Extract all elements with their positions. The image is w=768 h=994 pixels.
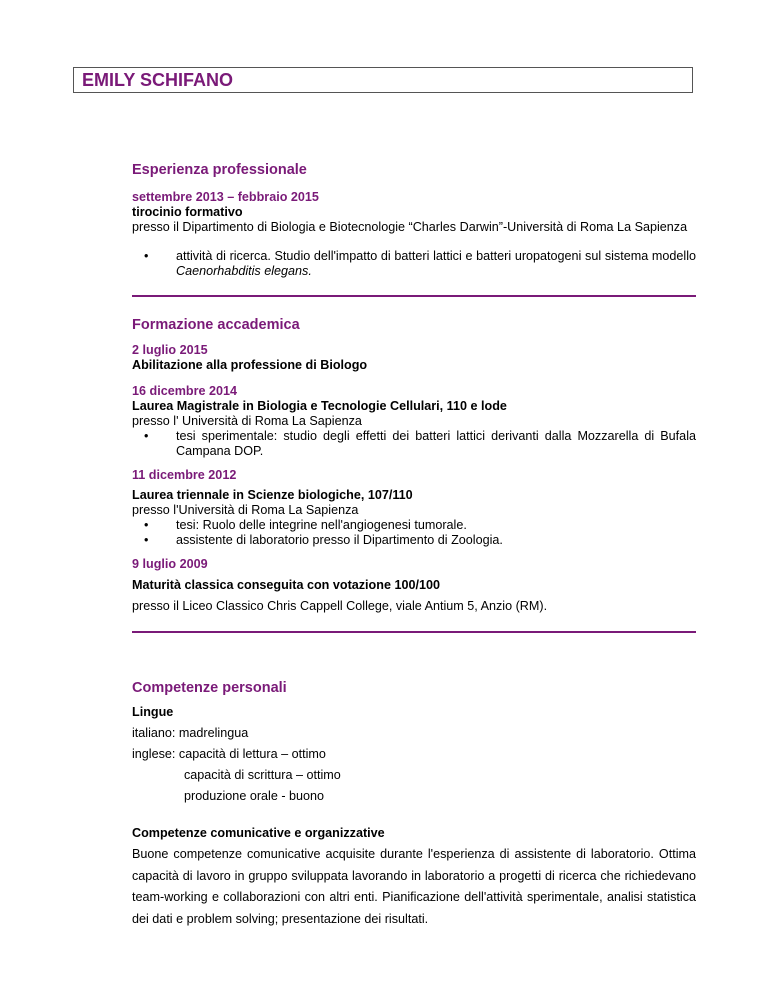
cv-content xyxy=(132,163,696,930)
education-title: Laurea triennale in Scienze biologiche, 107/110 xyxy=(132,488,413,502)
languages-heading: Lingue xyxy=(132,705,174,719)
education-date: 9 luglio 2009 xyxy=(132,557,208,571)
candidate-name: EMILY SCHIFANO xyxy=(82,70,234,90)
language-english-reading: inglese: capacità di lettura – ottimo xyxy=(132,747,326,761)
experience-date: settembre 2013 – febbraio 2015 xyxy=(132,190,319,204)
education-place: presso l' Università di Roma La Sapienza xyxy=(132,414,362,428)
education-date: 16 dicembre 2014 xyxy=(132,384,238,398)
education-date: 11 dicembre 2012 xyxy=(132,468,237,482)
communication-text: Buone competenze comunicative acquisite durante l'esperienza di assistente di laboratorio. Ottima capacità di lavoro in gruppo sviluppata lavorando in laboratorio a progetti di ricerca che richiedevano team-working e collaborazioni con altri enti. Pianificazione dell'attività sperimentale, analisi statistica dei dati e problem solving; presentazione dei risultati. xyxy=(132,847,696,926)
language-native: italiano: madrelingua xyxy=(132,726,249,740)
experience-bullet-italic: Caenorhabditis elegans. xyxy=(176,264,312,278)
list-item xyxy=(132,249,696,279)
education-title: Abilitazione alla professione di Biologo xyxy=(132,358,368,372)
education-bullets xyxy=(132,518,696,548)
experience-place: presso il Dipartimento di Biologia e Biotecnologie “Charles Darwin”-Università di Roma La Sapienza xyxy=(132,220,688,234)
experience-bullet-text: attività di ricerca. Studio dell'impatto di batteri lattici e batteri uropatogeni sul sistema modello xyxy=(176,249,696,263)
education-place: presso il Liceo Classico Chris Cappell College, viale Antium 5, Anzio (RM). xyxy=(132,599,548,613)
list-item: • tesi: Ruolo delle integrine nell'angiogenesi tumorale. xyxy=(132,518,696,533)
education-title: Maturità classica conseguita con votazione 100/100 xyxy=(132,578,440,592)
list-item: • assistente di laboratorio presso il Dipartimento di Zoologia. xyxy=(132,533,696,548)
language-english-writing: capacità di scrittura – ottimo xyxy=(184,768,341,782)
education-title: Laurea Magistrale in Biologia e Tecnologie Cellulari, 110 e lode xyxy=(132,399,507,413)
language-english-speaking: produzione orale - buono xyxy=(184,789,325,803)
name-header-box xyxy=(73,67,693,93)
education-date: 2 luglio 2015 xyxy=(132,343,208,357)
experience-role: tirocinio formativo xyxy=(132,205,243,219)
section-title-education: Formazione accademica xyxy=(132,317,300,333)
section-title-experience: Esperienza professionale xyxy=(132,162,307,178)
section-title-skills: Competenze personali xyxy=(132,680,287,696)
list-item: • tesi sperimentale: studio degli effetti dei batteri lattici derivanti dalla Mozzarella di Bufala Campana DOP. xyxy=(132,429,696,459)
communication-heading: Competenze comunicative e organizzative xyxy=(132,826,385,840)
education-bullets xyxy=(132,429,696,459)
education-place: presso l'Università di Roma La Sapienza xyxy=(132,503,359,517)
experience-bullets xyxy=(132,249,696,279)
